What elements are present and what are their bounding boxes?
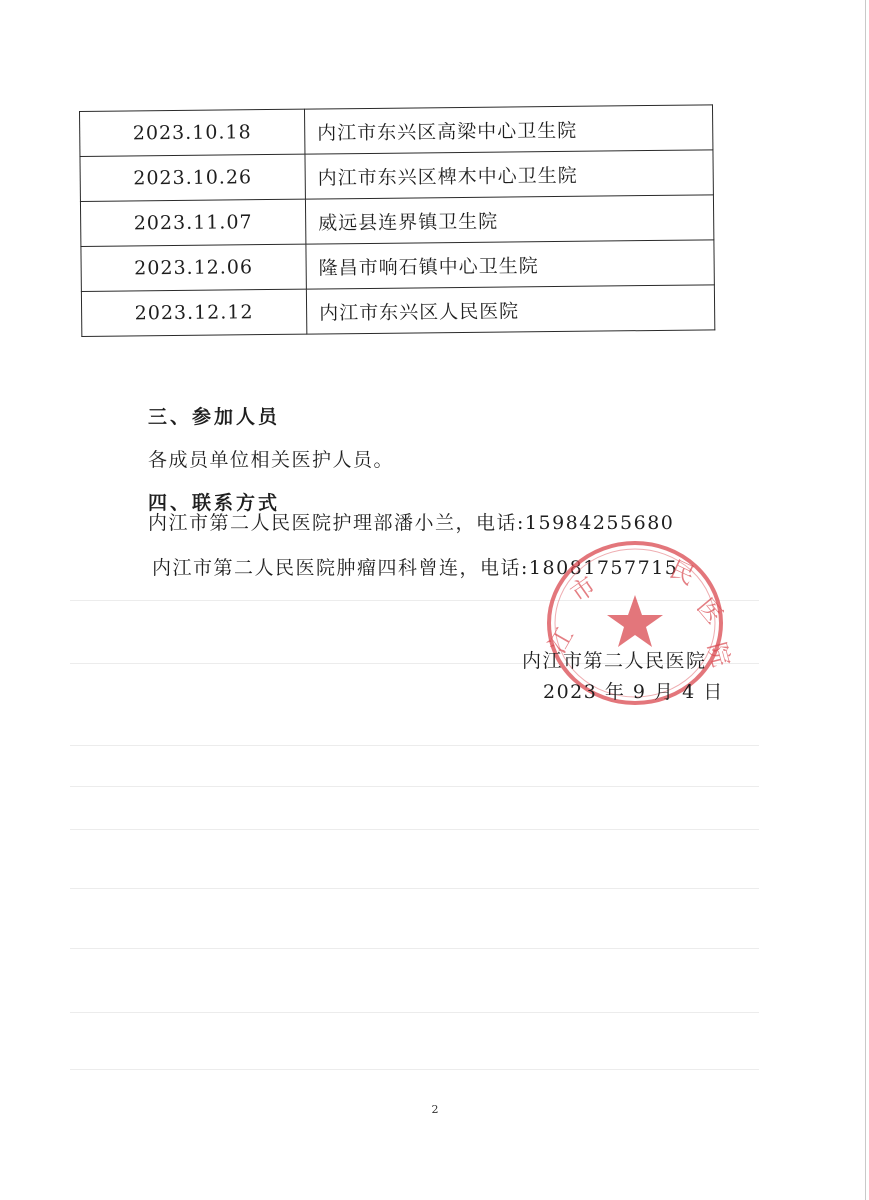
bleed-through-line [70, 1069, 759, 1070]
location-cell: 内江市东兴区人民医院 [306, 285, 714, 334]
issuer-name: 内江市第二人民医院 [522, 650, 707, 672]
participants-heading: 三、参加人员 [148, 406, 281, 428]
date-cell: 2023.12.12 [81, 289, 306, 336]
table-row [80, 105, 713, 157]
contact-line-nursing: 内江市第二人民医院护理部潘小兰，电话:15984255680 [148, 512, 675, 534]
table-row [80, 150, 713, 202]
participants-text: 各成员单位相关医护人员。 [148, 449, 395, 471]
date-cell: 2023.10.26 [80, 154, 305, 201]
training-schedule-table [79, 104, 715, 337]
location-cell: 威远县连界镇卫生院 [305, 195, 713, 244]
bleed-through-line [70, 745, 759, 746]
svg-text:市: 市 [565, 571, 602, 608]
bleed-through-line [70, 1012, 759, 1013]
svg-text:江: 江 [542, 623, 580, 658]
bleed-through-line [70, 888, 759, 889]
location-cell: 内江市东兴区椑木中心卫生院 [305, 150, 713, 199]
contacts-heading: 四、联系方式 [148, 492, 281, 514]
location-cell: 隆昌市响石镇中心卫生院 [306, 240, 714, 289]
table-row [80, 195, 713, 247]
table-row [81, 285, 714, 337]
page-edge [865, 0, 866, 1200]
contact-line-oncology: 内江市第二人民医院肿瘤四科曾连，电话:18081757715 [152, 557, 679, 579]
page-number: 2 [431, 1103, 439, 1116]
svg-text:院: 院 [702, 639, 736, 670]
bleed-through-line [70, 786, 759, 787]
location-cell: 内江市东兴区高梁中心卫生院 [304, 105, 712, 154]
table-row [81, 240, 714, 292]
svg-text:医: 医 [691, 592, 729, 630]
bleed-through-line [70, 829, 759, 830]
svg-text:民: 民 [665, 555, 700, 591]
date-cell: 2023.12.06 [81, 244, 306, 291]
bleed-through-line [70, 948, 759, 949]
date-cell: 2023.10.18 [80, 109, 305, 156]
date-cell: 2023.11.07 [80, 199, 305, 246]
issue-date: 2023 年 9 月 4 日 [543, 681, 724, 703]
